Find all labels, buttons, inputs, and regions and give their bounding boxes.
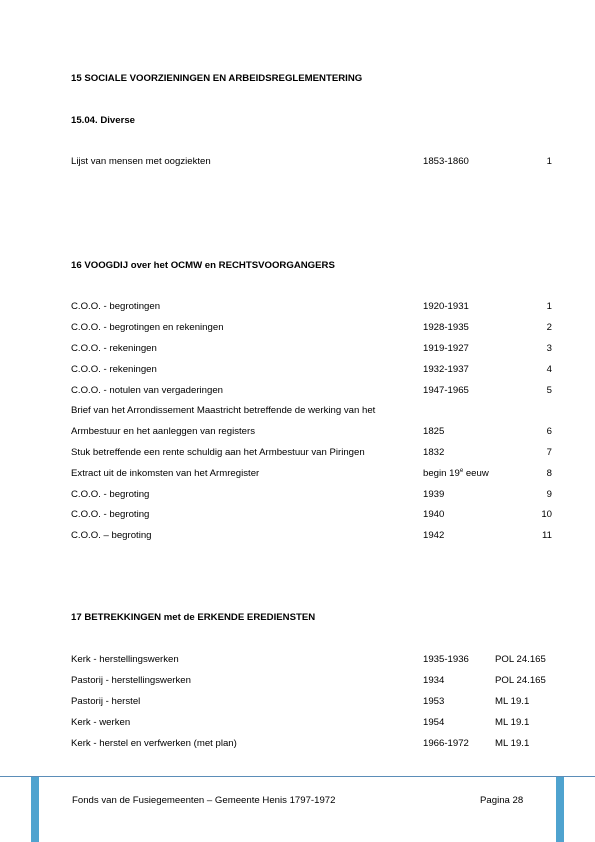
row-description: Kerk - herstel en verfwerken (met plan) <box>71 738 237 749</box>
row-date: 1966-1972 <box>423 738 469 749</box>
row-description: Stuk betreffende een rente schuldig aan het Armbestuur van Piringen <box>71 447 365 458</box>
table-row <box>71 322 556 336</box>
table-row <box>71 364 556 378</box>
table-row <box>71 675 556 689</box>
row-date: 1853-1860 <box>423 156 469 167</box>
date-suffix: eeuw <box>463 468 489 479</box>
row-date: 1942 <box>423 530 445 541</box>
row-date <box>423 468 489 479</box>
row-date: 1940 <box>423 509 445 520</box>
row-number: 8 <box>546 468 552 479</box>
row-date: 1920-1931 <box>423 301 469 312</box>
row-reference: POL 24.165 <box>495 654 546 665</box>
row-description: Pastorij - herstel <box>71 696 141 707</box>
row-number: 1 <box>546 301 552 312</box>
table-row <box>71 489 556 503</box>
table-row <box>71 509 556 523</box>
table-row <box>71 738 556 752</box>
row-description: C.O.O. - begrotingen en rekeningen <box>71 322 224 333</box>
row-date: 1928-1935 <box>423 322 469 333</box>
row-description: C.O.O. – begroting <box>71 530 152 541</box>
table-row <box>71 156 556 170</box>
table-row <box>71 654 556 668</box>
footer-accent-bar-left <box>31 777 39 842</box>
table-row <box>71 717 556 731</box>
table-row <box>71 696 556 710</box>
table-row <box>71 468 556 482</box>
row-date: 1919-1927 <box>423 343 469 354</box>
table-row <box>71 530 556 544</box>
row-description: C.O.O. - begroting <box>71 489 150 500</box>
section-15-subheading: 15.04. Diverse <box>71 115 136 126</box>
row-number: 4 <box>546 364 552 375</box>
row-reference: ML 19.1 <box>495 738 530 749</box>
row-description: Armbestuur en het aanleggen van registers <box>71 426 255 437</box>
page-number: Pagina 28 <box>480 795 524 806</box>
row-description: Pastorij - herstellingswerken <box>71 675 191 686</box>
row-date: 1947-1965 <box>423 385 469 396</box>
row-number: 10 <box>541 509 552 520</box>
row-number: 2 <box>546 322 552 333</box>
row-number: 1 <box>546 156 552 167</box>
footer-title: Fonds van de Fusiegemeenten – Gemeente Henis 1797-1972 <box>72 795 336 806</box>
section-17-heading: 17 BETREKKINGEN met de ERKENDE EREDIENSTEN <box>71 612 316 623</box>
row-description: C.O.O. - rekeningen <box>71 343 157 354</box>
row-number: 3 <box>546 343 552 354</box>
row-date: 1934 <box>423 675 445 686</box>
section-16-heading: 16 VOOGDIJ over het OCMW en RECHTSVOORGANGERS <box>71 260 335 271</box>
row-number: 11 <box>542 530 552 541</box>
row-number: 9 <box>546 489 552 500</box>
section-15-heading: 15 SOCIALE VOORZIENINGEN EN ARBEIDSREGLEMENTERING <box>71 73 363 84</box>
row-description: C.O.O. - rekeningen <box>71 364 157 375</box>
row-description: C.O.O. - begrotingen <box>71 301 161 312</box>
row-description: Kerk - herstellingswerken <box>71 654 179 665</box>
row-date: 1832 <box>423 447 445 458</box>
footer-accent-bar-right <box>556 777 564 842</box>
row-date: 1825 <box>423 426 445 437</box>
row-reference: ML 19.1 <box>495 696 530 707</box>
table-row <box>71 426 556 440</box>
row-description: Extract uit de inkomsten van het Armregister <box>71 468 260 479</box>
row-number: 7 <box>546 447 552 458</box>
row-number: 6 <box>546 426 552 437</box>
row-description: Brief van het Arrondissement Maastricht betreffende de werking van het <box>71 405 376 416</box>
row-date: 1932-1937 <box>423 364 469 375</box>
table-row <box>71 343 556 357</box>
table-row <box>71 405 556 419</box>
row-date: 1935-1936 <box>423 654 469 665</box>
row-description: Lijst van mensen met oogziekten <box>71 156 211 167</box>
row-reference: ML 19.1 <box>495 717 530 728</box>
row-date: 1954 <box>423 717 445 728</box>
row-date: 1953 <box>423 696 445 707</box>
row-date: 1939 <box>423 489 445 500</box>
row-description: Kerk - werken <box>71 717 131 728</box>
footer-divider <box>0 776 595 777</box>
table-row <box>71 301 556 315</box>
table-row <box>71 447 556 461</box>
row-description: C.O.O. - begroting <box>71 509 150 520</box>
date-prefix: begin 19 <box>423 468 460 479</box>
row-reference: POL 24.165 <box>495 675 546 686</box>
row-number: 5 <box>546 385 552 396</box>
date-superscript: e <box>459 467 464 474</box>
table-row <box>71 385 556 399</box>
row-description: C.O.O. - notulen van vergaderingen <box>71 385 223 396</box>
